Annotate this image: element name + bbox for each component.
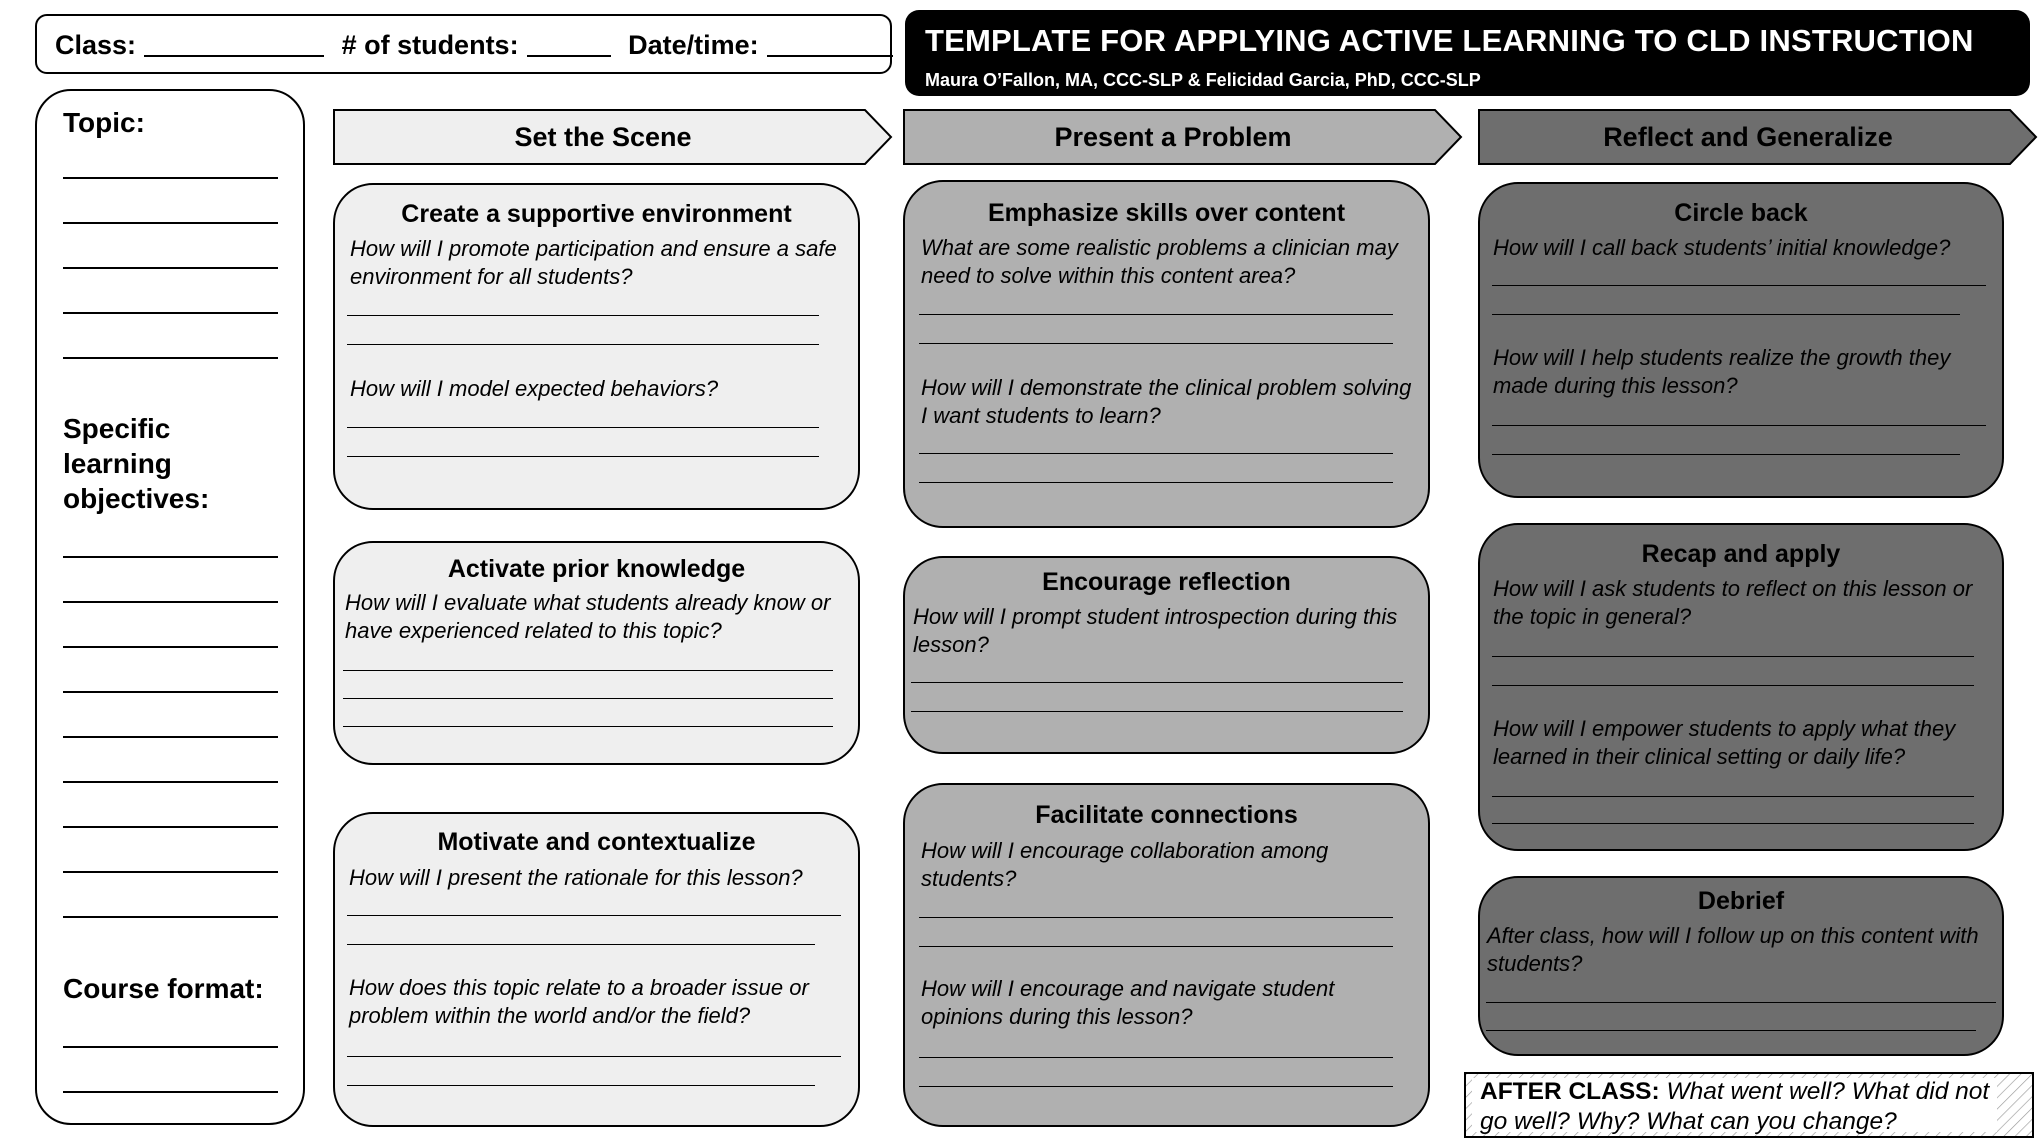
topic-line[interactable] <box>63 267 278 269</box>
objective-line[interactable] <box>63 691 278 693</box>
answer-line[interactable] <box>919 343 1393 344</box>
answer-line[interactable] <box>1486 1030 1976 1031</box>
card-supportive-environment <box>333 183 860 510</box>
answer-line[interactable] <box>919 314 1393 315</box>
answer-line[interactable] <box>919 482 1393 483</box>
objective-line[interactable] <box>63 871 278 873</box>
class-field[interactable] <box>144 33 324 57</box>
objective-line[interactable] <box>63 556 278 558</box>
card-question: How will I model expected behaviors? <box>350 376 719 401</box>
after-class-label: AFTER CLASS: <box>1480 1078 1660 1105</box>
topic-line[interactable] <box>63 222 278 224</box>
card-prior-knowledge <box>333 541 860 765</box>
after-class-prompt: What went well? What did not go well? Why? What can you change? <box>1480 1078 1990 1135</box>
answer-line[interactable] <box>1492 656 1974 657</box>
card-question: How will I demonstrate the clinical problem solving I want students to learn? <box>921 375 1412 428</box>
answer-line[interactable] <box>347 915 841 916</box>
card-title: Debrief <box>1697 887 1785 915</box>
card-title: Motivate and contextualize <box>437 828 756 856</box>
left-panel <box>35 89 305 1125</box>
card-question: How will I prompt student introspection during this lesson? <box>913 604 1398 657</box>
answer-line[interactable] <box>343 726 833 727</box>
card-recap-apply <box>1478 523 2004 851</box>
answer-line[interactable] <box>919 453 1393 454</box>
card-motivate-contextualize <box>333 812 860 1127</box>
card-facilitate-connections <box>903 783 1430 1127</box>
card-title: Encourage reflection <box>1042 568 1291 596</box>
card-question: What are some realistic problems a clinician may need to solve within this content area? <box>921 235 1398 288</box>
answer-line[interactable] <box>343 698 833 699</box>
answer-line[interactable] <box>919 917 1393 918</box>
answer-line[interactable] <box>1492 823 1974 824</box>
card-title: Create a supportive environment <box>401 200 792 228</box>
topic-line[interactable] <box>63 357 278 359</box>
card-question: How does this topic relate to a broader issue or problem within the world and/or the field? <box>349 975 809 1028</box>
card-question: How will I call back students’ initial knowledge? <box>1493 235 1951 260</box>
after-class-text <box>1480 1077 2020 1137</box>
card-question: How will I empower students to apply what they learned in their clinical setting or daily life? <box>1493 716 1956 769</box>
answer-line[interactable] <box>347 1085 815 1086</box>
after-class-box <box>1464 1072 2034 1138</box>
card-emphasize-skills <box>903 180 1430 528</box>
card-question: How will I present the rationale for this lesson? <box>349 865 803 890</box>
answer-line[interactable] <box>919 1086 1393 1087</box>
card-debrief <box>1478 876 2004 1056</box>
answer-line[interactable] <box>1492 425 1986 426</box>
topic-line[interactable] <box>63 312 278 314</box>
objective-line[interactable] <box>63 646 278 648</box>
class-info-box <box>35 14 892 74</box>
answer-line[interactable] <box>347 344 819 345</box>
card-title: Circle back <box>1674 199 1808 227</box>
card-question: How will I encourage collaboration among students? <box>921 838 1329 891</box>
class-info-fields <box>55 30 903 61</box>
answer-line[interactable] <box>347 456 819 457</box>
answer-line[interactable] <box>347 944 815 945</box>
format-line[interactable] <box>63 1046 278 1048</box>
answer-line[interactable] <box>343 670 833 671</box>
answer-line[interactable] <box>911 711 1403 712</box>
card-question: How will I ask students to reflect on this lesson or the topic in general? <box>1493 576 1973 629</box>
objective-line[interactable] <box>63 736 278 738</box>
answer-line[interactable] <box>919 946 1393 947</box>
column-title: Reflect and Generalize <box>1603 122 1893 152</box>
students-field[interactable] <box>527 33 611 57</box>
answer-line[interactable] <box>1492 685 1974 686</box>
card-question: How will I evaluate what students already know or have experienced related to this topic? <box>345 590 831 643</box>
objectives-label: Specific learning objectives: <box>63 413 210 514</box>
students-label: # of students: <box>341 30 519 60</box>
banner-present-a-problem <box>903 109 1463 165</box>
answer-line[interactable] <box>911 682 1403 683</box>
objective-line[interactable] <box>63 826 278 828</box>
page-title: TEMPLATE FOR APPLYING ACTIVE LEARNING TO CLD INSTRUCTION <box>925 23 1974 58</box>
answer-line[interactable] <box>1492 796 1974 797</box>
answer-line[interactable] <box>919 1057 1393 1058</box>
card-question: After class, how will I follow up on this content with students? <box>1487 923 1979 976</box>
card-question: How will I help students realize the growth they made during this lesson? <box>1493 345 1951 398</box>
authors: Maura O’Fallon, MA, CCC-SLP & Felicidad Garcia, PhD, CCC-SLP <box>925 70 1481 90</box>
card-circle-back <box>1478 182 2004 498</box>
card-title: Emphasize skills over content <box>987 199 1346 227</box>
title-box <box>905 10 2030 96</box>
class-label: Class: <box>55 30 137 60</box>
answer-line[interactable] <box>1492 314 1960 315</box>
answer-line[interactable] <box>347 315 819 316</box>
banner-set-the-scene <box>333 109 893 165</box>
card-question: How will I promote participation and ensure a safe environment for all students? <box>350 236 837 289</box>
banner-reflect-and-generalize <box>1478 109 2038 165</box>
card-encourage-reflection <box>903 556 1430 754</box>
format-line[interactable] <box>63 1091 278 1093</box>
card-title: Recap and apply <box>1641 540 1841 568</box>
card-title: Facilitate connections <box>1035 801 1298 829</box>
objective-line[interactable] <box>63 601 278 603</box>
answer-line[interactable] <box>1492 454 1960 455</box>
datetime-label: Date/time: <box>628 30 759 60</box>
card-question: How will I encourage and navigate student opinions during this lesson? <box>921 976 1335 1029</box>
objective-line[interactable] <box>63 916 278 918</box>
course-format-label: Course format: <box>63 973 264 1004</box>
card-title: Activate prior knowledge <box>447 555 746 583</box>
objective-line[interactable] <box>63 781 278 783</box>
datetime-field[interactable] <box>767 33 893 57</box>
topic-line[interactable] <box>63 177 278 179</box>
answer-line[interactable] <box>347 427 819 428</box>
column-title: Set the Scene <box>514 122 692 152</box>
answer-line[interactable] <box>1492 285 1986 286</box>
answer-line[interactable] <box>347 1056 841 1057</box>
answer-line[interactable] <box>1486 1002 1996 1003</box>
topic-label: Topic: <box>63 107 145 138</box>
column-title: Present a Problem <box>1054 122 1292 152</box>
